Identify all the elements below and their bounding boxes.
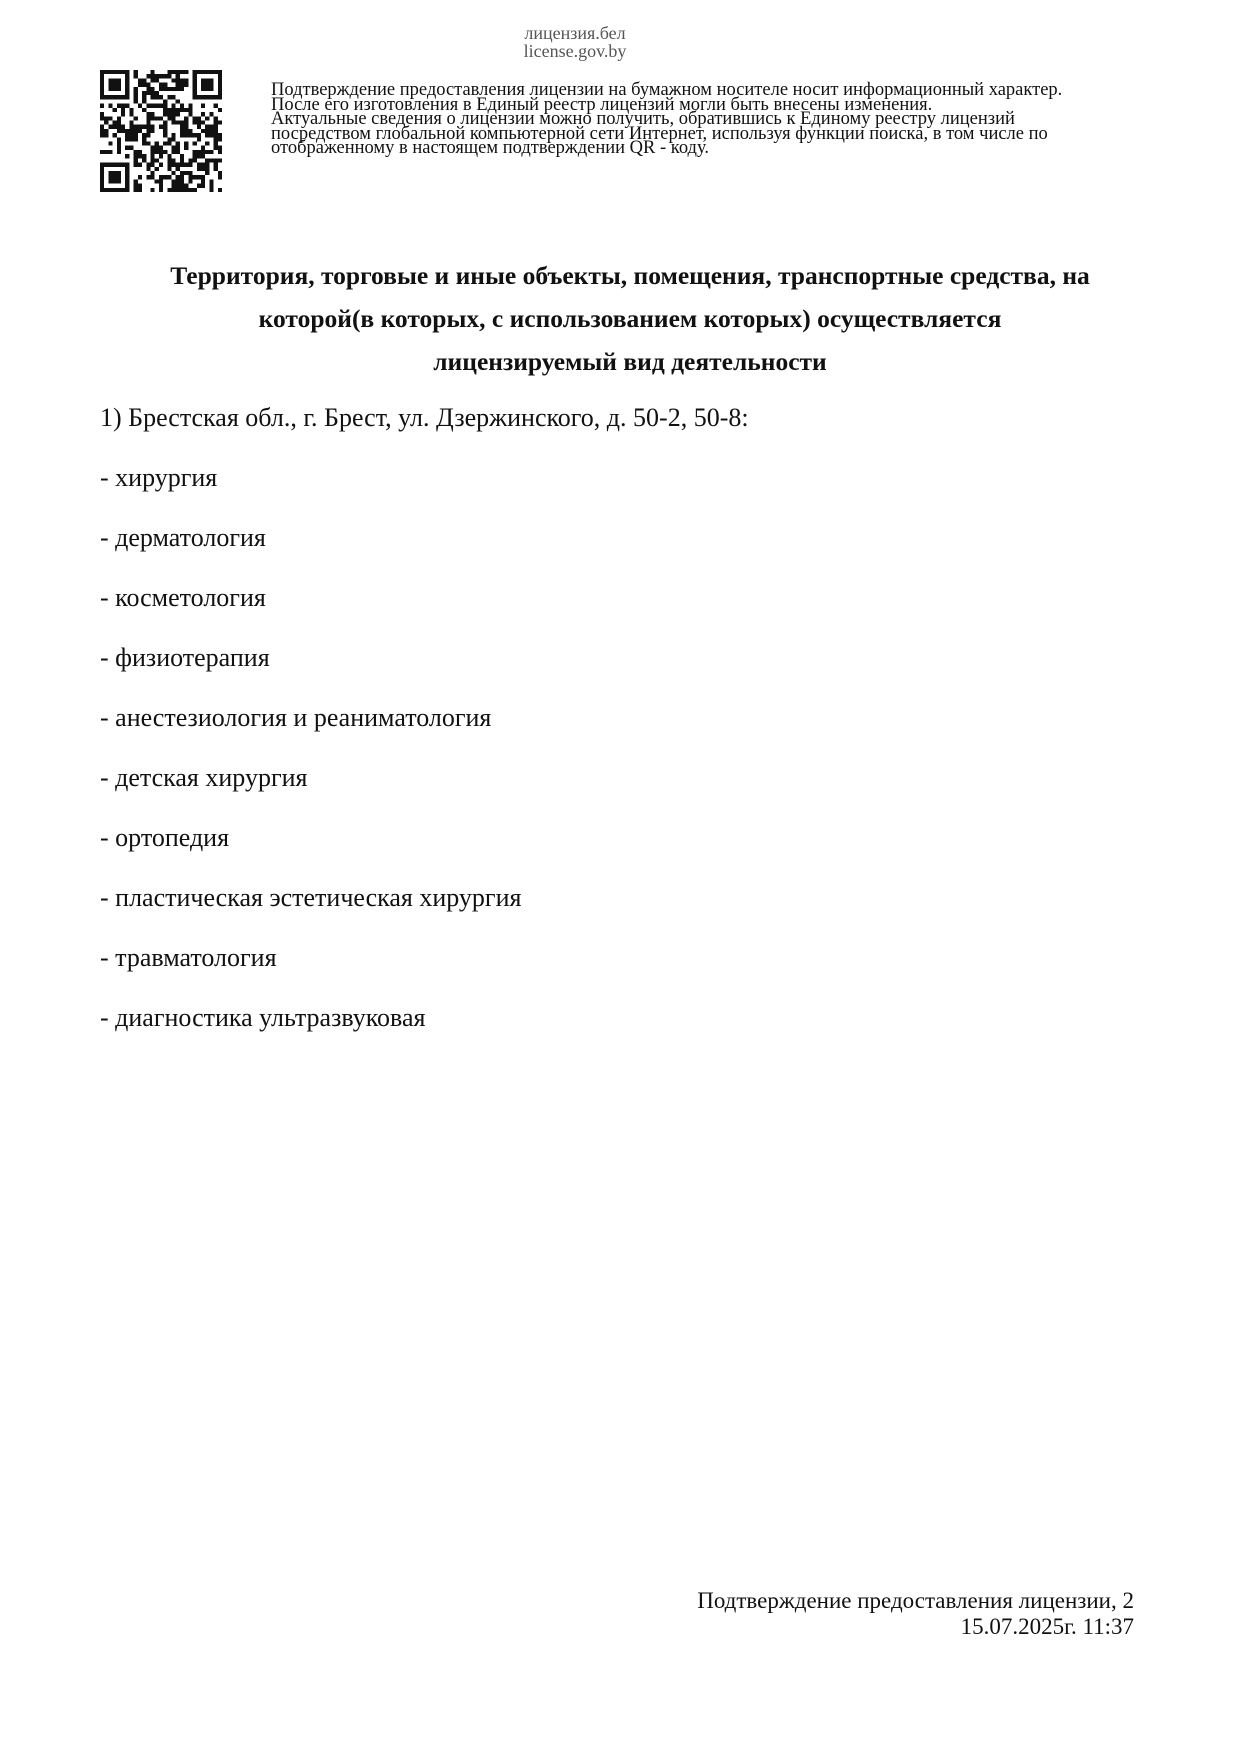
site-links (490, 24, 660, 60)
section-heading (90, 254, 1170, 383)
list-item: - хирургия (100, 463, 218, 492)
list-item: - косметология (100, 583, 266, 612)
notice-line: Подтверждение предоставления лицензии на бумажном носителе носит информационный характер. (271, 80, 1063, 100)
notice-line: Актуальные сведения о лицензии можно получить, обратившись к Единому реестру лицензий (271, 109, 1015, 130)
list-item: - физиотерапия (100, 643, 270, 672)
address-line: 1) Брестская обл., г. Брест, ул. Дзержинского, д. 50-2, 50-8: (100, 403, 749, 432)
footer-page-label: Подтверждение предоставления лицензии, 2 (697, 1588, 1134, 1613)
footer-timestamp: 15.07.2025г. 11:37 (960, 1614, 1134, 1639)
page-footer (697, 1588, 1134, 1640)
list-item: - диагностика ультразвуковая (100, 1003, 426, 1032)
qr-code-icon (100, 70, 222, 192)
notice-line: После его изготовления в Единый реестр лицензий могли быть внесены изменения. (271, 94, 933, 115)
list-item: - анестезиология и реаниматология (100, 703, 492, 732)
notice-line: посредством глобальной компьютерной сети Интернет, используя функции поиска, в том числе по (271, 123, 1048, 144)
list-item: - пластическая эстетическая хирургия (100, 883, 522, 912)
heading-line: Территория, торговые и иные объекты, помещения, транспортные средства, на (170, 261, 1090, 290)
site-link-gov-by: license.gov.by (523, 41, 627, 61)
list-item: - детская хирургия (100, 763, 308, 792)
heading-line: которой(в которых, с использованием которых) осуществляется (258, 304, 1002, 333)
notice-line: отображенному в настоящем подтверждении QR - коду. (271, 138, 709, 159)
list-item: - дерматология (100, 523, 266, 552)
list-item: - ортопедия (100, 823, 230, 852)
site-link-bel: лицензия.бел (524, 23, 626, 43)
activities-list (100, 462, 521, 1062)
notice-text (271, 80, 1201, 159)
list-item: - травматология (100, 943, 277, 972)
heading-line: лицензируемый вид деятельности (433, 347, 827, 376)
